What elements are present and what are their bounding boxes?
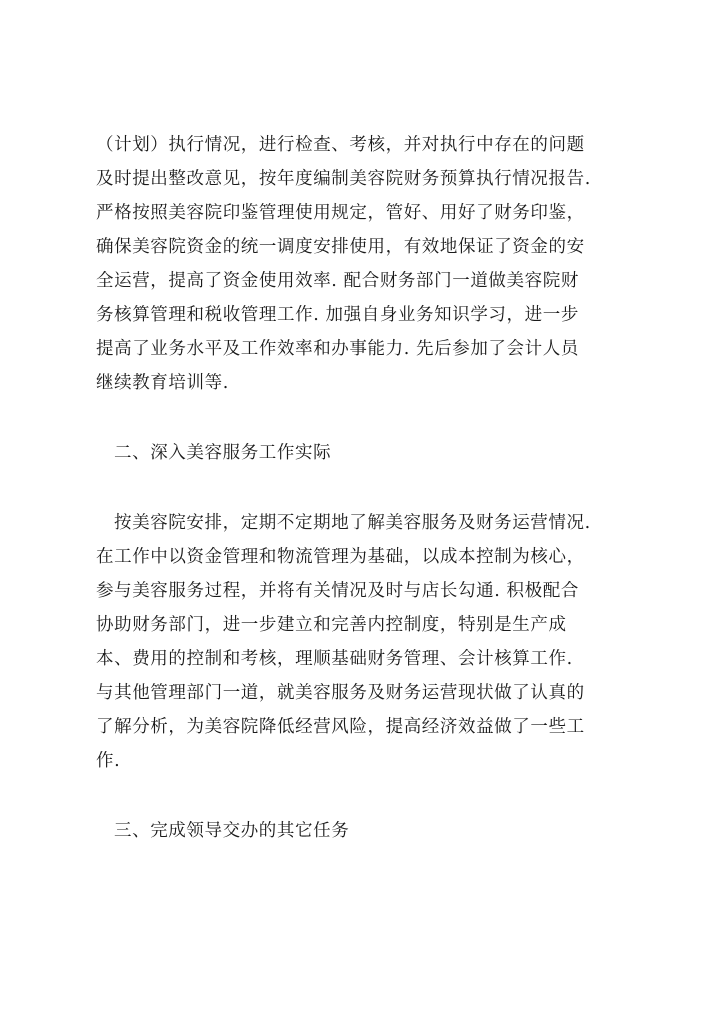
- paragraph-line: 全运营，提高了资金使用效率. 配合财务部门一道做美容院财: [96, 271, 579, 291]
- paragraph-line: 及时提出整改意见，按年度编制美容院财务预算执行情况报告.: [96, 169, 591, 189]
- paragraph-line: 确保美容院资金的统一调度安排使用，有效地保证了资金的安: [96, 237, 585, 257]
- paragraph-line: 本、费用的控制和考核，理顺基础财务管理、会计核算工作.: [96, 649, 573, 669]
- paragraph-line: 与其他管理部门一道，就美容服务及财务运营现状做了认真的: [96, 683, 585, 703]
- paragraph-financial-management: [96, 128, 636, 400]
- paragraph-line: 务核算管理和税收管理工作. 加强自身业务知识学习，进一步: [96, 305, 579, 325]
- section-heading-3: 三、完成领导交办的其它任务: [114, 821, 350, 841]
- paragraph-line: 提高了业务水平及工作效率和办事能力. 先后参加了会计人员: [96, 339, 579, 359]
- paragraph-line: 参与美容服务过程，并将有关情况及时与店长勾通. 积极配合: [96, 581, 579, 601]
- paragraph-line: 在工作中以资金管理和物流管理为基础，以成本控制为核心，: [96, 547, 585, 567]
- section-heading-2: 二、深入美容服务工作实际: [114, 443, 332, 463]
- paragraph-line: 按美容院安排，定期不定期地了解美容服务及财务运营情况.: [114, 513, 591, 533]
- paragraph-line: 严格按照美容院印鉴管理使用规定，管好、用好了财务印鉴，: [96, 203, 585, 223]
- paragraph-line: 继续教育培训等.: [96, 373, 229, 393]
- paragraph-line: 协助财务部门，进一步建立和完善内控制度，特别是生产成: [96, 615, 567, 635]
- paragraph-line: 了解分析，为美容院降低经营风险，提高经济效益做了一些工: [96, 717, 585, 737]
- paragraph-beauty-service: [96, 506, 636, 778]
- document-body: [96, 128, 636, 848]
- paragraph-line: （计划）执行情况，进行检查、考核，并对执行中存在的问题: [96, 135, 585, 155]
- paragraph-line: 作.: [96, 751, 121, 771]
